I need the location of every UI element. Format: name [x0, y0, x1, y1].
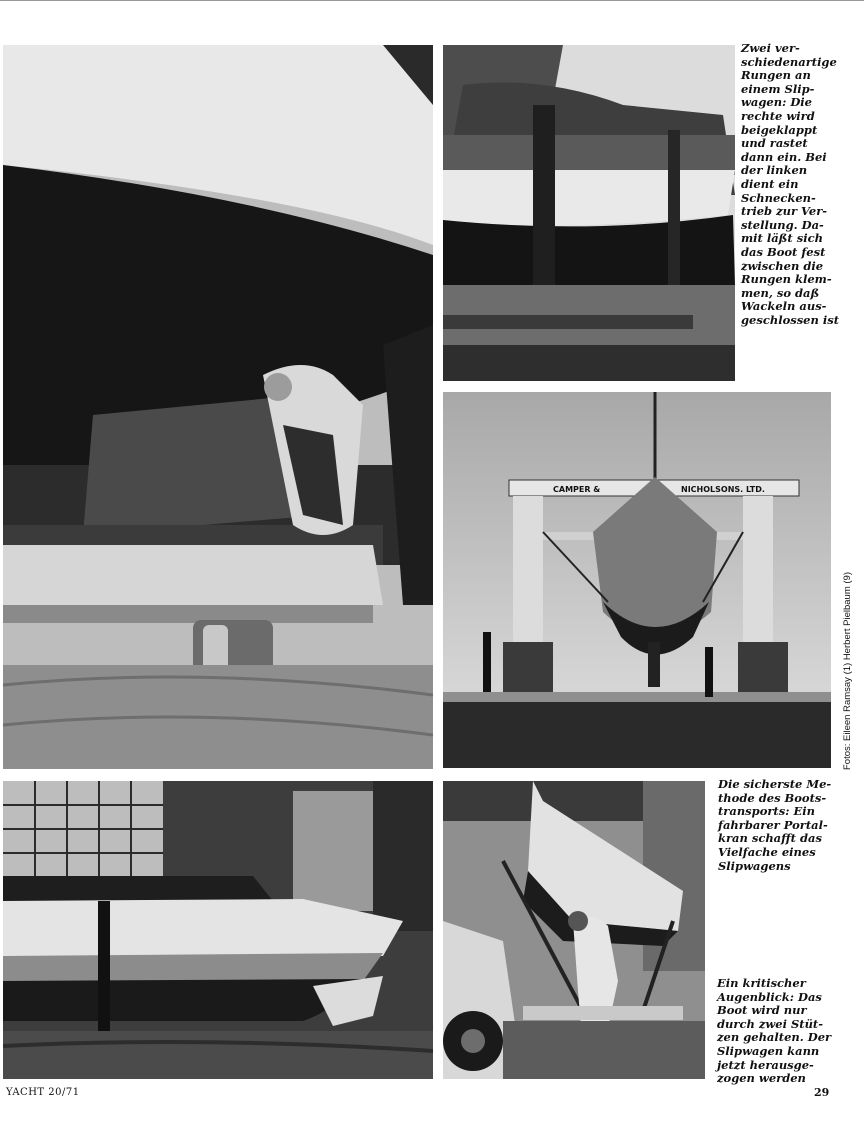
caption-stanchions: Zwei ver- schiedenartige Rungen an einem Slip- wagen: Die rechte wird beigeklappt und rastet dann ein. Bei der linken dient ein Schnecken- trieb zur Ver- stellung. Da- mit läßt sich das Boot fest zwischen die Rungen klem- men, so daß Wackeln aus- geschlossen ist [741, 41, 840, 327]
photo-gantry-crane [443, 392, 831, 768]
photo-hull-trolley [3, 45, 433, 769]
top-rule [0, 0, 864, 1]
photo-yacht-slipway [443, 45, 735, 381]
photo-credit: Fotos: Eileen Ramsay (1) Herbert Pielbaum (9) [842, 572, 853, 770]
caption-gantry: Die sicherste Me- thode des Boots- transports: Ein fahrbarer Portal- kran schafft das Vielfache eines Slipwagens [718, 777, 832, 873]
caption-critical: Ein kritischer Augenblick: Das Boot wird nur durch zwei Stüt- zen gehalten. Der Slipwagen kann jetzt herausge- zogen werden [717, 976, 832, 1086]
photo-critical-moment [443, 781, 705, 1079]
crane-sign-left: CAMPER & [553, 485, 601, 494]
crane-sign-right: NICHOLSONS. LTD. [681, 485, 765, 494]
photo-motor-yacht-shed [3, 781, 433, 1079]
page-number: 29 [814, 1086, 830, 1099]
footer-magazine: YACHT 20/71 [6, 1087, 80, 1098]
